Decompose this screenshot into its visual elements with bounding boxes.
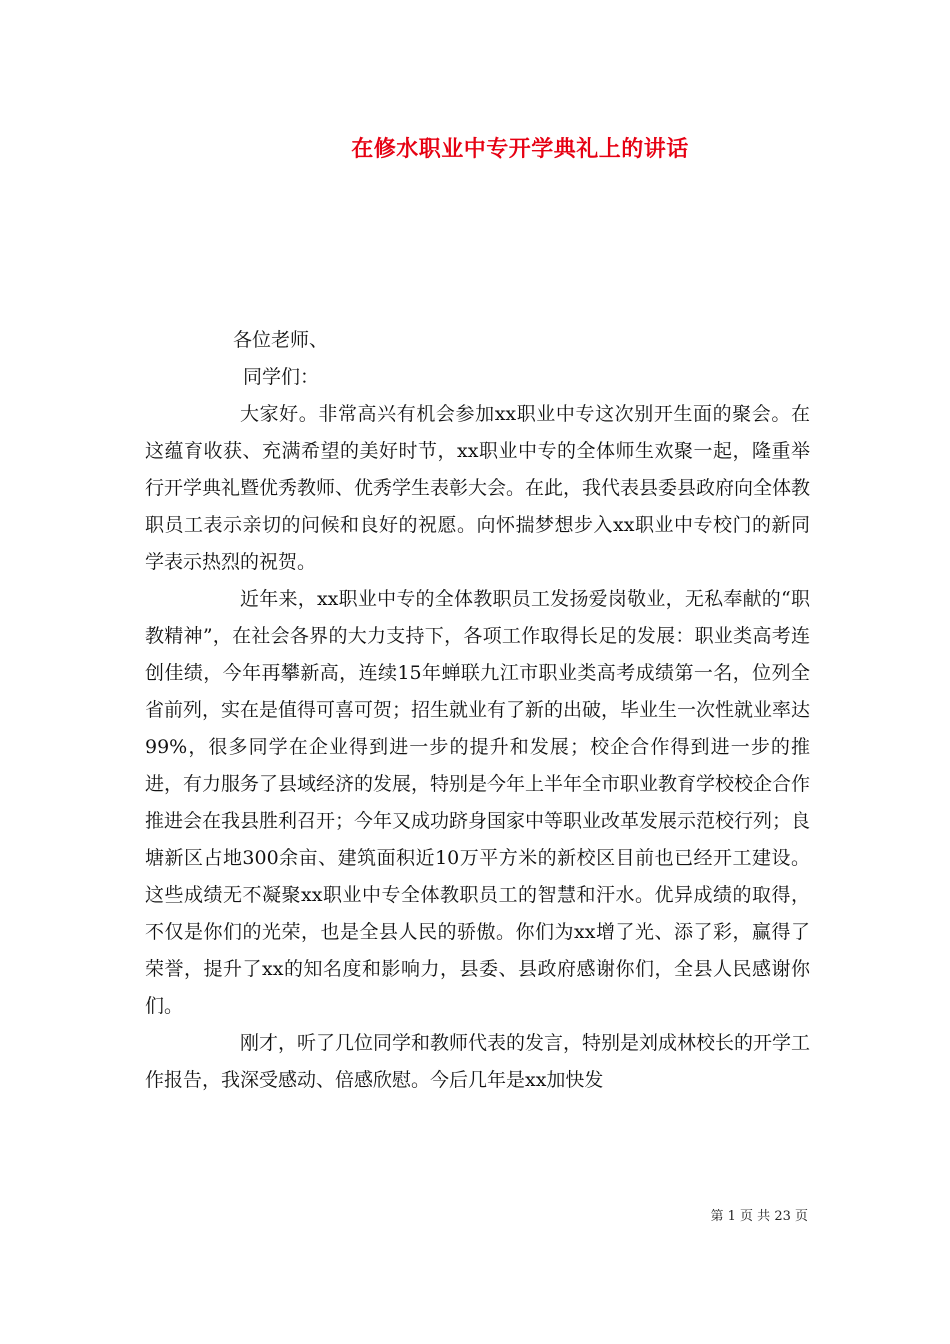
page-number-footer: 第 1 页 共 23 页 <box>710 1209 808 1224</box>
document-body <box>145 322 810 1099</box>
paragraph-2: 近年来，xx职业中专的全体教职员工发扬爱岗敬业，无私奉献的“职教精神”，在社会各界的大力支持下，各项工作取得长足的发展：职业类高考连创佳绩，今年再攀新高，连续15年蝉联九江市职业类高考成绩第一名，位列全省前列，实在是值得可喜可贺；招生就业有了新的出破，毕业生一次性就业率达99%，很多同学在企业得到进一步的提升和发展；校企合作得到进一步的推进，有力服务了县域经济的发展，特别是今年上半年全市职业教育学校校企合作推进会在我县胜利召开；今年又成功跻身国家中等职业改革发展示范校行列；良塘新区占地300余亩、建筑面积近10万平方米的新校区目前也已经开工建设。这些成绩无不凝聚xx职业中专全体教职员工的智慧和汗水。优异成绩的取得，不仅是你们的光荣，也是全县人民的骄傲。你们为xx增了光、添了彩，赢得了荣誉，提升了xx的知名度和影响力，县委、县政府感谢你们，全县人民感谢你们。 <box>145 588 811 1017</box>
document-title: 在修水职业中专开学典礼上的讲话 <box>351 136 689 162</box>
greeting-line-1: 各位老师、 <box>233 329 329 351</box>
paragraph-3: 刚才，听了几位同学和教师代表的发言，特别是刘成林校长的开学工作报告，我深受感动、倍感欣慰。今后几年是xx加快发 <box>145 1032 811 1091</box>
greeting-line-2: 同学们： <box>243 366 320 388</box>
paragraph-1: 大家好。非常高兴有机会参加xx职业中专这次别开生面的聚会。在这蕴育收获、充满希望的美好时节，xx职业中专的全体师生欢聚一起，隆重举行开学典礼暨优秀教师、优秀学生表彰大会。在此，我代表县委县政府向全体教职员工表示亲切的问候和良好的祝愿。向怀揣梦想步入xx职业中专校门的新同学表示热烈的祝贺。 <box>145 403 811 573</box>
